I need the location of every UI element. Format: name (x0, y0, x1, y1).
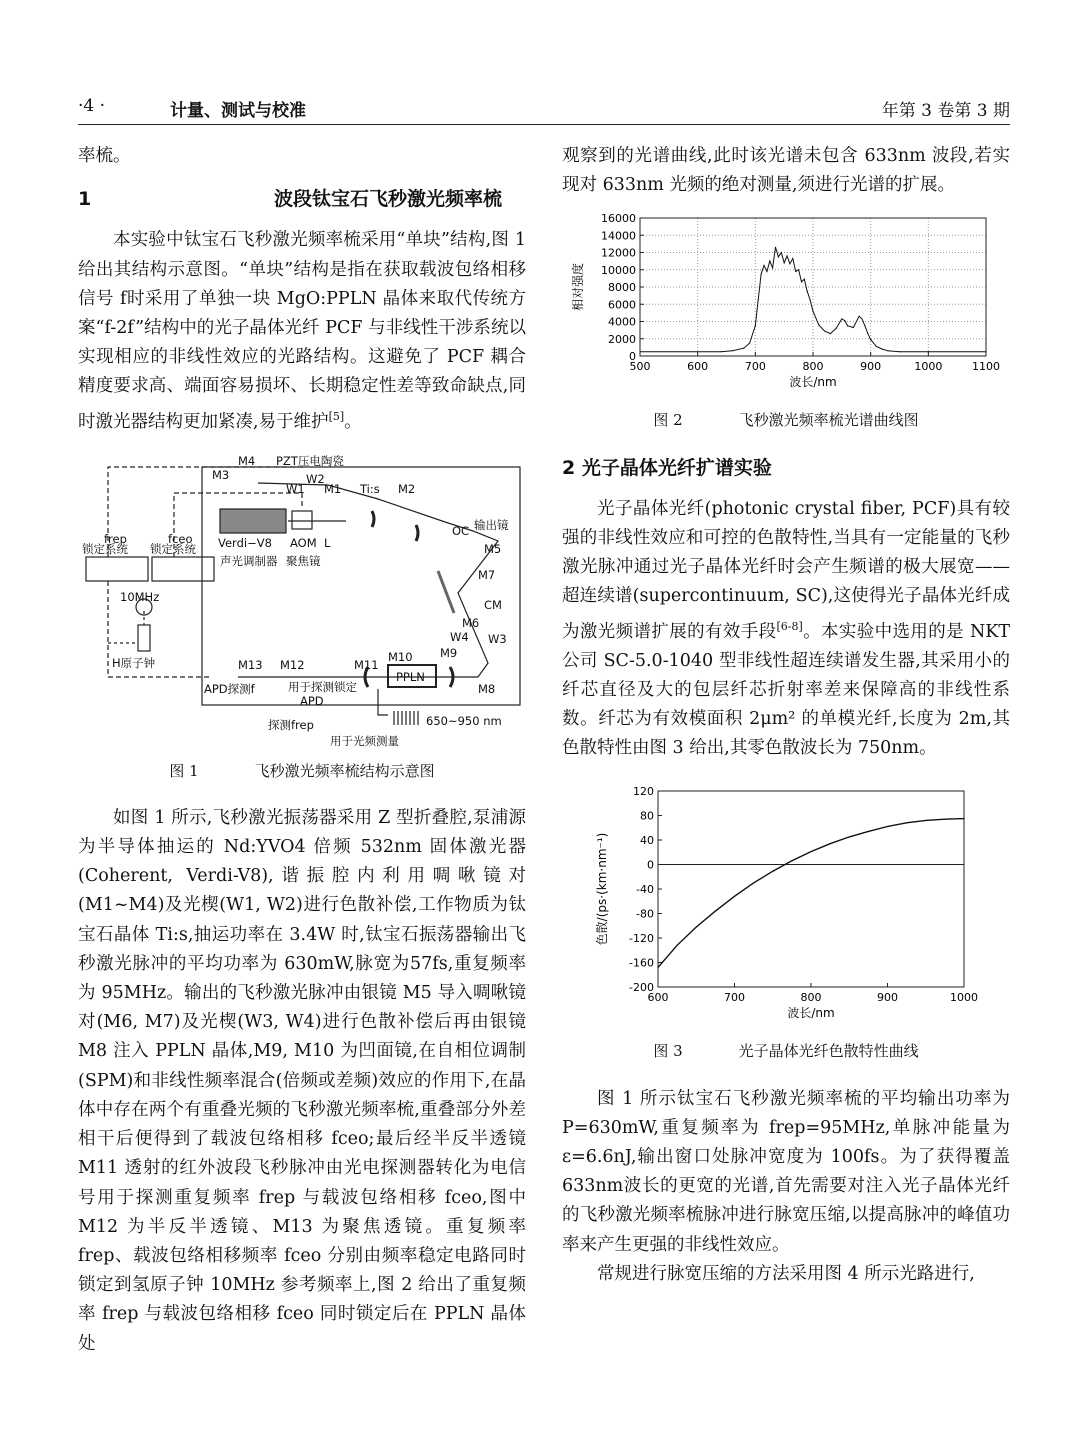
svg-text:PPLN: PPLN (396, 669, 425, 684)
data-point (841, 319, 842, 320)
x-tick-label: 800 (802, 360, 824, 374)
svg-text:M2: M2 (398, 481, 416, 496)
svg-text:聚焦镜: 聚焦镜 (286, 553, 321, 568)
y-tick-label: -40 (636, 883, 654, 897)
data-point (847, 326, 848, 327)
x-tick-label: 1100 (972, 360, 1000, 374)
section-number: 1 (78, 188, 92, 211)
section-heading-2: 2 光子晶体光纤扩谱实验 (562, 456, 772, 479)
svg-text:M1: M1 (324, 481, 342, 496)
paragraph: 图 1 所示钛宝石飞秒激光频率梳的平均输出功率为 P=630mW,重复频率为 frep=95MHz,单脉冲能量为 ε=6.6nJ,输出窗口处脉冲宽度为 100fs。为了获得覆盖 633nm波长的更宽的光谱,首先需要对注入光子晶体光纤的飞秒激光频率梳脉冲进行脉宽压缩,以提高脉冲的峰值功率来产生更强的非线性效应。 (562, 1088, 1010, 1255)
svg-text:CM: CM (484, 597, 502, 612)
y-tick-label: 120 (633, 785, 654, 799)
svg-text:M4: M4 (238, 453, 256, 468)
y-tick-label: 40 (640, 834, 654, 848)
svg-text:用于光频测量: 用于光频测量 (330, 733, 399, 748)
citation: [6-8] (776, 619, 803, 633)
data-point (887, 826, 888, 827)
data-point (791, 861, 792, 862)
data-point (830, 333, 831, 334)
figure-1 (78, 453, 526, 786)
data-point (781, 252, 782, 253)
svg-text:M10: M10 (388, 649, 413, 664)
page-number: ·4 · (78, 96, 106, 116)
data-point (778, 257, 779, 258)
figure-2 (562, 212, 1010, 435)
data-point (792, 258, 793, 259)
data-point (876, 346, 877, 347)
data-point (861, 319, 862, 320)
svg-text:fceo: fceo (168, 531, 193, 546)
data-point (657, 967, 658, 968)
y-axis-label: 色散/(ps·(km·nm⁻¹) (595, 833, 609, 946)
setup-diagram (78, 453, 526, 753)
svg-text:W3: W3 (488, 631, 507, 646)
data-point (749, 343, 750, 344)
lock-system-1 (86, 557, 148, 581)
figure-1-caption: 图 1 飞秒激光频率梳结构示意图 (169, 761, 435, 780)
svg-text:10MHz: 10MHz (120, 589, 160, 604)
x-axis-label: 波长/nm (787, 1006, 835, 1021)
data-point (732, 351, 733, 352)
data-point (859, 316, 860, 317)
svg-text:W2: W2 (306, 471, 325, 486)
svg-text:M12: M12 (280, 657, 305, 672)
svg-text:APD探测f: APD探测f (204, 681, 255, 696)
data-point (944, 819, 945, 820)
data-point (696, 927, 697, 928)
issue-info: 年第 3 卷第 3 期 (881, 101, 1010, 121)
data-point (786, 256, 787, 257)
x-tick-label: 1000 (914, 360, 943, 374)
svg-text:输出镜: 输出镜 (474, 517, 509, 532)
y-tick-label: -120 (629, 932, 654, 946)
figure-3 (562, 783, 1010, 1066)
data-point (763, 265, 764, 266)
data-point (761, 274, 762, 275)
paragraph: 如图 1 所示,飞秒激光振荡器采用 Z 型折叠腔,泵浦源为半导体抽运的 Nd:YVO4 倍频 532nm 固体激光器(Coherent, Verdi-V8),谐振腔内利用啁啾镜对(M1~M4)及光楔(W1, W2)进行色散补偿,工作物质为钛宝石晶体 Ti:s,抽运功率在 3.4W 时,钛宝石振荡器输出飞秒激光脉冲的平均功率为 630mW,脉宽为57fs,重复频率为 95MHz。输出的飞秒激光脉冲由银镜 M5 导入啁啾镜对(M6, M7)及光楔(W3, W4)进行色散补偿后再由银镜 M8 注入 PPLN 晶体,M9, M10 为凹面镜,在自相位调制(SPM)和非线性频率混合(倍频或差频)效应的作用下,在晶体中存在两个有重叠光频的飞秒激光频率梳,重叠部分外差相干后便得到了载波包络相移 fceo;最后经半反半透镜 M11 透射的红外波段飞秒脉冲由光电探测器转化为电信号用于探测重复频率 frep 与载波包络相移 fceo,图中 M12 为半反半透镜、M13 为聚焦透镜。重复频率 frep、载波包络相移频率 fceo 分别由频率稳定电路同时锁定到氢原子钟 10MHz 参考频率上,图 2 给出了重复频率 frep 与载波包络相移 fceo 同时锁定后在 PPLN 晶体处 (78, 807, 526, 1354)
svg-text:探测frep: 探测frep (268, 717, 314, 732)
y-tick-label: 8000 (608, 281, 636, 295)
y-tick-label: 4000 (608, 315, 636, 329)
figure-2-caption: 图 2 飞秒激光频率梳光谱曲线图 (653, 411, 919, 430)
h-clock-box (138, 625, 150, 651)
series-line (658, 819, 964, 968)
data-point (772, 268, 773, 269)
data-point (870, 339, 871, 340)
data-point (899, 351, 900, 352)
paragraph: 本实验中钛宝石飞秒激光频率梳采用“单块”结构,图 1 给出其结构示意图。“单块”结构是指在获取载波包络相移信号 f时采用了单独一块 MgO:PPLN 晶体来取代传统方案“f-2f”结构中的光子晶体光纤 PCF 与非线性干涉系统以实现相应的非线性效应的光路结构。这避免了 PCF 耦合精度要求高、端面容易损坏、长期稳定性差等致命缺点,同时激光器结构更加紧凑,易于维护[5]。 (78, 230, 526, 432)
data-point (985, 351, 986, 352)
y-tick-label: 0 (629, 350, 636, 364)
section-title: 波段钛宝石飞秒激光频率梳 (273, 188, 502, 211)
y-tick-label: 16000 (601, 212, 636, 226)
data-point (753, 883, 754, 884)
data-point (789, 264, 790, 265)
x-tick-label: 500 (629, 360, 651, 374)
svg-text:APD: APD (300, 693, 324, 708)
data-point (906, 823, 907, 824)
svg-text:PZT压电陶瓷: PZT压电陶瓷 (276, 453, 344, 468)
svg-text:W4: W4 (450, 629, 469, 644)
paragraph: 光子晶体光纤(photonic crystal fiber, PCF)具有较强的非线性效应和可控的色散特性,当具有一定能量的飞秒激光脉冲通过光子晶体光纤时会产生频谱的极大展宽——超连续谱(supercontinuum, SC),这使得光子晶体光纤成为激光频谱扩展的有效手段[6-8]。本实验中选用的是 NKT 公司 SC-5.0-1040 型非线性超连续谱发生器,其采用小的纤芯直径及大的包层纤芯折射率差来保障高的非线性系数。纤芯为有效模面积 2μm² 的单模光纤,长度为 2m,其色散特性由图 3 给出,其零色散波长为 750nm。 (562, 498, 1011, 759)
svg-text:M5: M5 (484, 541, 502, 556)
aom-box (292, 511, 312, 529)
data-point (867, 333, 868, 334)
y-tick-label: 12000 (601, 246, 636, 260)
data-point (639, 351, 640, 352)
data-point (795, 271, 796, 272)
svg-text:650~950 nm: 650~950 nm (426, 713, 502, 728)
svg-text:M8: M8 (478, 681, 496, 696)
data-point (868, 831, 869, 832)
x-tick-label: 600 (647, 991, 669, 1005)
svg-text:M9: M9 (440, 645, 458, 660)
figure-3-caption: 图 3 光子晶体光纤色散特性曲线 (653, 1042, 919, 1061)
y-tick-label: -160 (629, 956, 654, 970)
svg-text:AOM: AOM (290, 535, 317, 550)
paragraph: 常规进行脉宽压缩的方法采用图 4 所示光路进行, (597, 1263, 975, 1284)
data-point (801, 282, 802, 283)
paragraph: 率梳。 (78, 146, 131, 166)
citation: [5] (328, 409, 345, 423)
spectrum-chart (562, 212, 1010, 402)
y-tick-label: 2000 (608, 333, 636, 347)
svg-text:M7: M7 (478, 567, 496, 582)
data-point (864, 326, 865, 327)
svg-text:L: L (324, 535, 331, 550)
data-point (835, 328, 836, 329)
data-point (743, 348, 744, 349)
y-tick-label: 14000 (601, 229, 636, 243)
journal-title: 计量、测试与校准 (170, 101, 306, 121)
x-tick-label: 700 (724, 991, 745, 1005)
data-point (882, 349, 883, 350)
data-point (784, 263, 785, 264)
svg-text:W1: W1 (286, 481, 305, 496)
x-tick-label: 600 (687, 360, 709, 374)
data-point (812, 311, 813, 312)
dispersion-chart (562, 783, 1010, 1033)
data-point (804, 279, 805, 280)
page-header (78, 96, 1010, 125)
data-point (887, 351, 888, 352)
data-point (963, 818, 964, 819)
svg-text:锁定系统: 锁定系统 (82, 541, 128, 556)
data-point (775, 247, 776, 248)
svg-text:M13: M13 (238, 657, 263, 672)
data-point (830, 844, 831, 845)
svg-text:M6: M6 (462, 615, 480, 630)
data-point (818, 325, 819, 326)
svg-text:frep: frep (104, 531, 127, 546)
x-tick-label: 900 (860, 360, 882, 374)
data-point (810, 852, 811, 853)
data-point (928, 351, 929, 352)
y-tick-label: 10000 (601, 264, 636, 278)
data-point (824, 331, 825, 332)
data-point (758, 300, 759, 301)
data-point (925, 820, 926, 821)
svg-text:H原子钟: H原子钟 (112, 655, 156, 670)
x-tick-label: 800 (800, 991, 822, 1005)
x-tick-label: 700 (744, 360, 766, 374)
y-tick-label: 0 (647, 858, 654, 872)
data-point (715, 911, 716, 912)
section-heading-1 (78, 185, 526, 214)
data-point (849, 837, 850, 838)
data-point (720, 351, 721, 352)
data-point (844, 320, 845, 321)
svg-text:锁定系统: 锁定系统 (150, 541, 196, 556)
svg-text:M11: M11 (354, 657, 379, 672)
verdi-laser (220, 509, 286, 533)
svg-text:Verdi−V8: Verdi−V8 (218, 535, 272, 550)
y-tick-label: 80 (640, 809, 654, 823)
svg-text:Ti:s: Ti:s (360, 481, 380, 496)
data-point (772, 871, 773, 872)
data-point (769, 261, 770, 262)
y-tick-label: -200 (629, 981, 654, 995)
data-point (810, 300, 811, 301)
data-point (853, 327, 854, 328)
data-point (734, 896, 735, 897)
right-column (562, 142, 1010, 1289)
left-column (78, 142, 526, 1359)
y-tick-label: -80 (636, 907, 654, 921)
svg-text:M3: M3 (212, 467, 230, 482)
x-axis-label: 波长/nm (789, 375, 837, 390)
data-point (798, 270, 799, 271)
y-tick-label: 6000 (608, 298, 636, 312)
svg-text:声光调制器: 声光调制器 (220, 553, 278, 568)
plot-frame (658, 791, 964, 987)
data-point (807, 291, 808, 292)
svg-text:OC: OC (452, 523, 470, 538)
y-axis-label: 相对强度 (571, 263, 585, 312)
x-tick-label: 900 (877, 991, 898, 1005)
data-point (766, 271, 767, 272)
x-tick-label: 1000 (950, 991, 978, 1005)
svg-text:用于探测锁定: 用于探测锁定 (288, 679, 357, 694)
data-point (755, 326, 756, 327)
paragraph: 观察到的光谱曲线,此时该光谱未包含 633nm 波段,若实现对 633nm 光频的绝对测量,须进行光谱的扩展。 (562, 146, 1010, 196)
lock-system-2 (152, 557, 214, 581)
data-point (677, 945, 678, 946)
